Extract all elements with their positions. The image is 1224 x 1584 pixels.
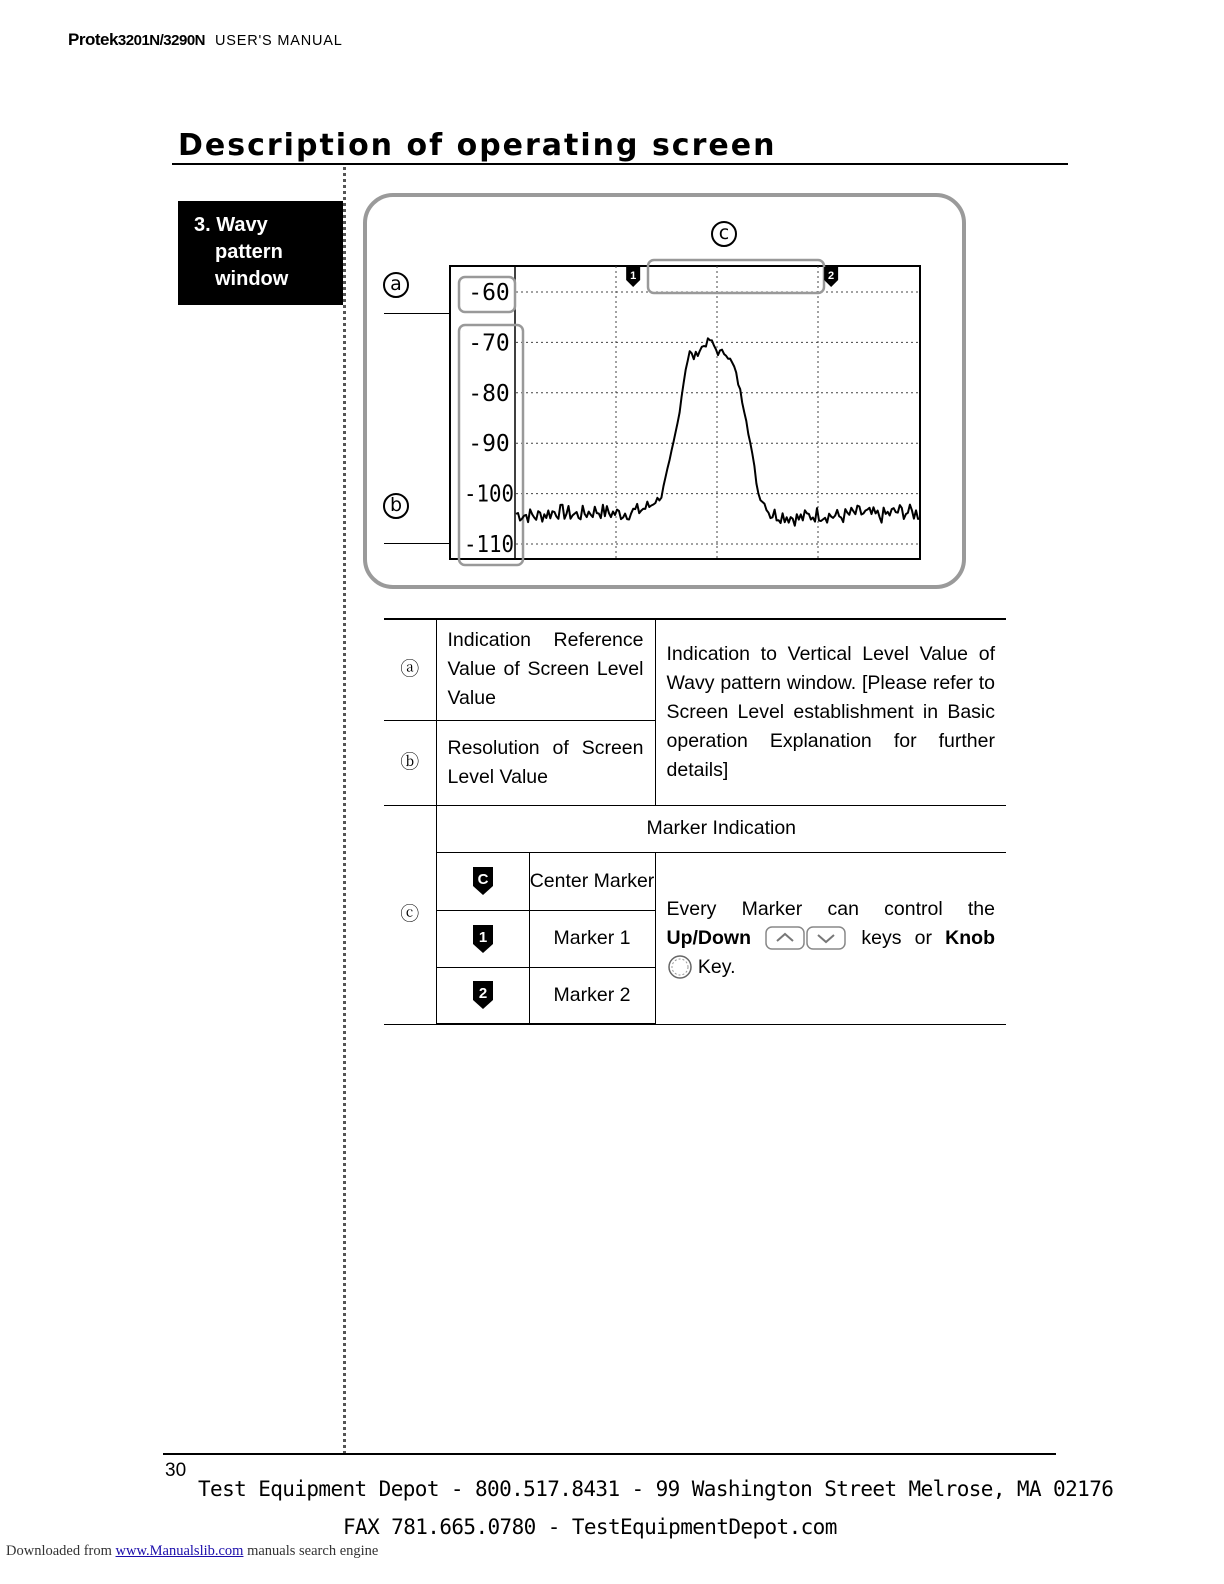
footer-rule	[163, 1453, 1056, 1455]
marker-glyph: 1	[478, 928, 487, 946]
marker-glyph: 2	[478, 985, 487, 1003]
up-down-key-icon	[764, 925, 848, 951]
margin-dotted-line	[343, 167, 346, 1454]
level-label: -70	[468, 330, 510, 357]
marker-2-label: Marker 2	[529, 967, 655, 1024]
wavy-pattern-chart	[440, 255, 940, 575]
center-marker-label: Center Marker	[529, 852, 655, 910]
tag-line-2: pattern	[215, 241, 283, 263]
level-label: -80	[468, 380, 510, 407]
marker-1-icon	[470, 923, 496, 955]
section-tag	[178, 201, 343, 305]
row-c-symbol: ⓒ	[384, 805, 436, 1024]
callout-a: a	[383, 272, 409, 298]
description-table	[384, 618, 1006, 1025]
footer-contact-line: Test Equipment Depot - 800.517.8431 - 99 Washington Street Melrose, MA 02176	[198, 1477, 1114, 1501]
marker-label: 1	[630, 270, 637, 282]
page-header	[68, 30, 343, 50]
download-suffix: manuals search engine	[247, 1543, 379, 1559]
row-b-label: Resolution of Screen Level Value	[436, 720, 655, 805]
table-row-c-header	[384, 805, 1006, 852]
manualslib-link[interactable]: www.Manualslib.com	[115, 1543, 244, 1559]
center-marker-icon-cell	[436, 852, 529, 910]
manual-label: USER'S MANUAL	[215, 33, 343, 49]
knob-label: Knob	[945, 926, 995, 949]
tag-line-1: 3. Wavy	[194, 214, 268, 236]
level-label: -110	[464, 532, 514, 558]
level-label: -60	[468, 280, 510, 306]
tag-line-3: window	[215, 268, 289, 290]
download-notice	[6, 1543, 378, 1560]
download-prefix: Downloaded from	[6, 1543, 112, 1559]
section-title: Description of operating screen	[178, 128, 777, 163]
marker-desc-part3: Key.	[697, 955, 736, 978]
row-b-symbol: ⓑ	[384, 720, 436, 805]
level-label: -90	[468, 431, 510, 458]
level-label: -100	[464, 481, 514, 508]
page-number: 30	[165, 1460, 187, 1481]
marker-description	[655, 852, 1006, 1024]
marker-label: 2	[828, 270, 835, 282]
footer-fax-line: FAX 781.665.0780 - TestEquipmentDepot.com	[343, 1515, 837, 1539]
updown-label: Up/Down	[666, 926, 751, 949]
marker-indication-header: Marker Indication	[436, 805, 1006, 852]
row-a-symbol: ⓐ	[384, 619, 436, 720]
marker-2-icon	[470, 979, 496, 1011]
center-marker-icon	[470, 865, 496, 897]
title-rule	[172, 163, 1068, 165]
marker-row-center	[384, 852, 1006, 910]
callout-c: c	[711, 221, 737, 247]
marker-desc-part2: keys or	[861, 926, 932, 949]
marker-glyph: C	[477, 871, 488, 888]
row-a-label: Indication Reference Value of Screen Level Value	[436, 619, 655, 720]
marker-2-icon-cell	[436, 967, 529, 1024]
marker-1-label: Marker 1	[529, 910, 655, 967]
marker-desc-part1: Every Marker can control the	[666, 897, 995, 920]
level-description: Indication to Vertical Level Value of Wavy pattern window. [Please refer to Screen Level establishment in Basic operation Explanation for further details]	[655, 619, 1006, 805]
brand-name: Protek	[68, 30, 118, 49]
marker-1-icon-cell	[436, 910, 529, 967]
table-row-a	[384, 619, 1006, 720]
callout-b: b	[383, 493, 409, 519]
model-number: 3201N/3290N	[117, 32, 205, 49]
knob-icon	[667, 954, 693, 980]
